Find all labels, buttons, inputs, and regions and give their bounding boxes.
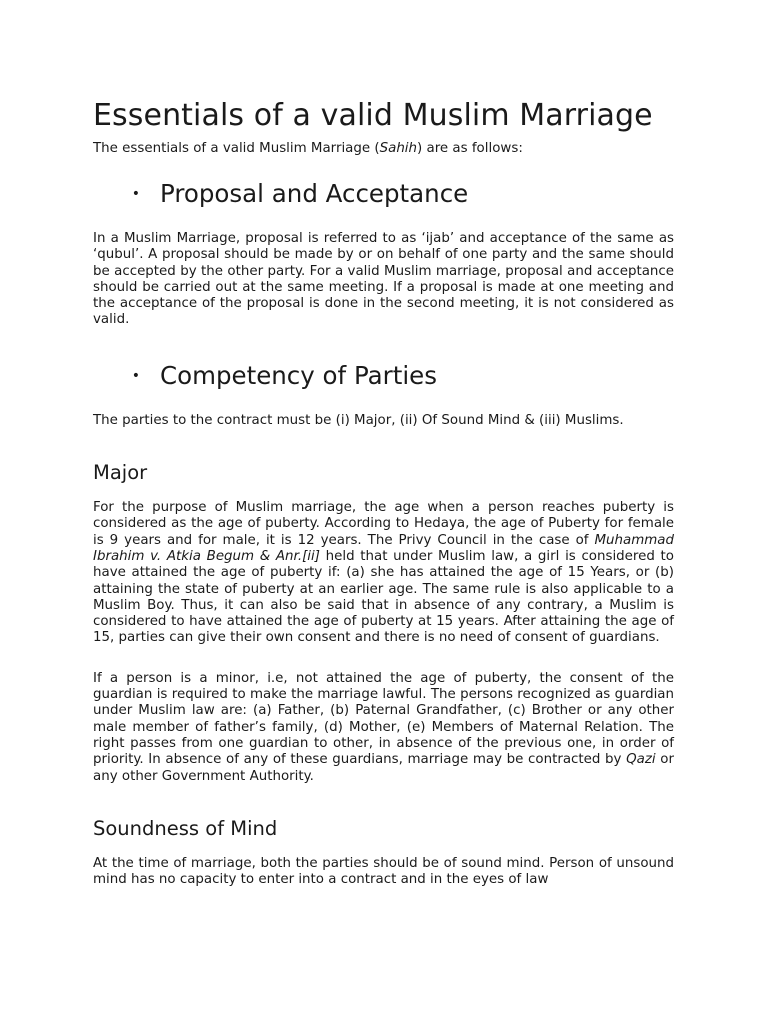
major-paragraph-2 xyxy=(93,671,674,785)
soundness-heading: Soundness of Mind xyxy=(93,816,278,840)
competency-heading-text: Competency of Parties xyxy=(160,360,437,390)
page-title: Essentials of a valid Muslim Marriage xyxy=(93,98,653,133)
bullet-icon: • xyxy=(131,367,140,384)
intro-paragraph xyxy=(93,140,674,157)
intro-text-end: ) are as follows: xyxy=(417,141,523,156)
major-p2-text-start: If a person is a minor, i.e, not attained the age of puberty, the consent of the guardian is required to make the marriage lawful. The persons recognized as guardian under Muslim law are: (a) Father, (b) Paternal Grandfather, (c) Brother or any other male member of father’s family, (d) Mother, (e) Members of Maternal Relation. The right passes from one guardian to other, in absence of the previous one, in order of priority. In absence of any of these guardians, marriage may be contracted by xyxy=(93,670,674,768)
proposal-heading xyxy=(93,179,674,209)
intro-italic-term: Sahih xyxy=(379,141,418,156)
bullet-icon: • xyxy=(131,186,140,202)
soundness-paragraph: At the time of marriage, both the parties should be of sound mind. Person of unsound mind has no capacity to enter into a contract and in the eyes of law xyxy=(93,855,674,888)
intro-text-start: The essentials of a valid Muslim Marriage ( xyxy=(93,141,380,156)
major-p1-text-start: For the purpose of Muslim marriage, the age when a person reaches puberty is considered as the age of puberty. According to Hedaya, the age of Puberty for female is 9 years and for male, it is 12 years. The Privy Council in the case of xyxy=(93,500,674,548)
qazi-term: Qazi xyxy=(626,752,656,768)
major-paragraph-1 xyxy=(93,500,674,647)
major-p2-text-end: or any other Government Authority. xyxy=(93,752,674,784)
competency-heading xyxy=(93,361,674,391)
proposal-paragraph: In a Muslim Marriage, proposal is referred to as ‘ijab’ and acceptance of the same as ‘qubul’. A proposal should be made by or on behalf of one party and the same should be accepted by the other party. For a valid Muslim marriage, proposal and acceptance should be carried out at the same meeting. If a proposal is made at one meeting and the acceptance of the proposal is done in the second meeting, it is not considered as valid. xyxy=(93,231,674,328)
major-heading: Major xyxy=(93,461,148,485)
case-citation: Muhammad Ibrahim v. Atkia Begum & Anr.[ii] xyxy=(93,532,674,564)
major-p1-text-end: held that under Muslim law, a girl is considered to have attained the age of puberty if: (a) she has attained the age of 15 Years, or (b) attaining the state of puberty at an earlier age. The same rule is also applicable to a Muslim Boy. Thus, it can also be said that in absence of any contrary, a Muslim is considered to have attained the age of puberty at 15 years. After attaining the age of 15, parties can give their own consent and there is no need of consent of guardians. xyxy=(93,548,674,646)
proposal-heading-text: Proposal and Acceptance xyxy=(160,179,469,208)
competency-paragraph: The parties to the contract must be (i) Major, (ii) Of Sound Mind & (iii) Muslims. xyxy=(93,412,624,428)
document-page xyxy=(93,96,674,888)
